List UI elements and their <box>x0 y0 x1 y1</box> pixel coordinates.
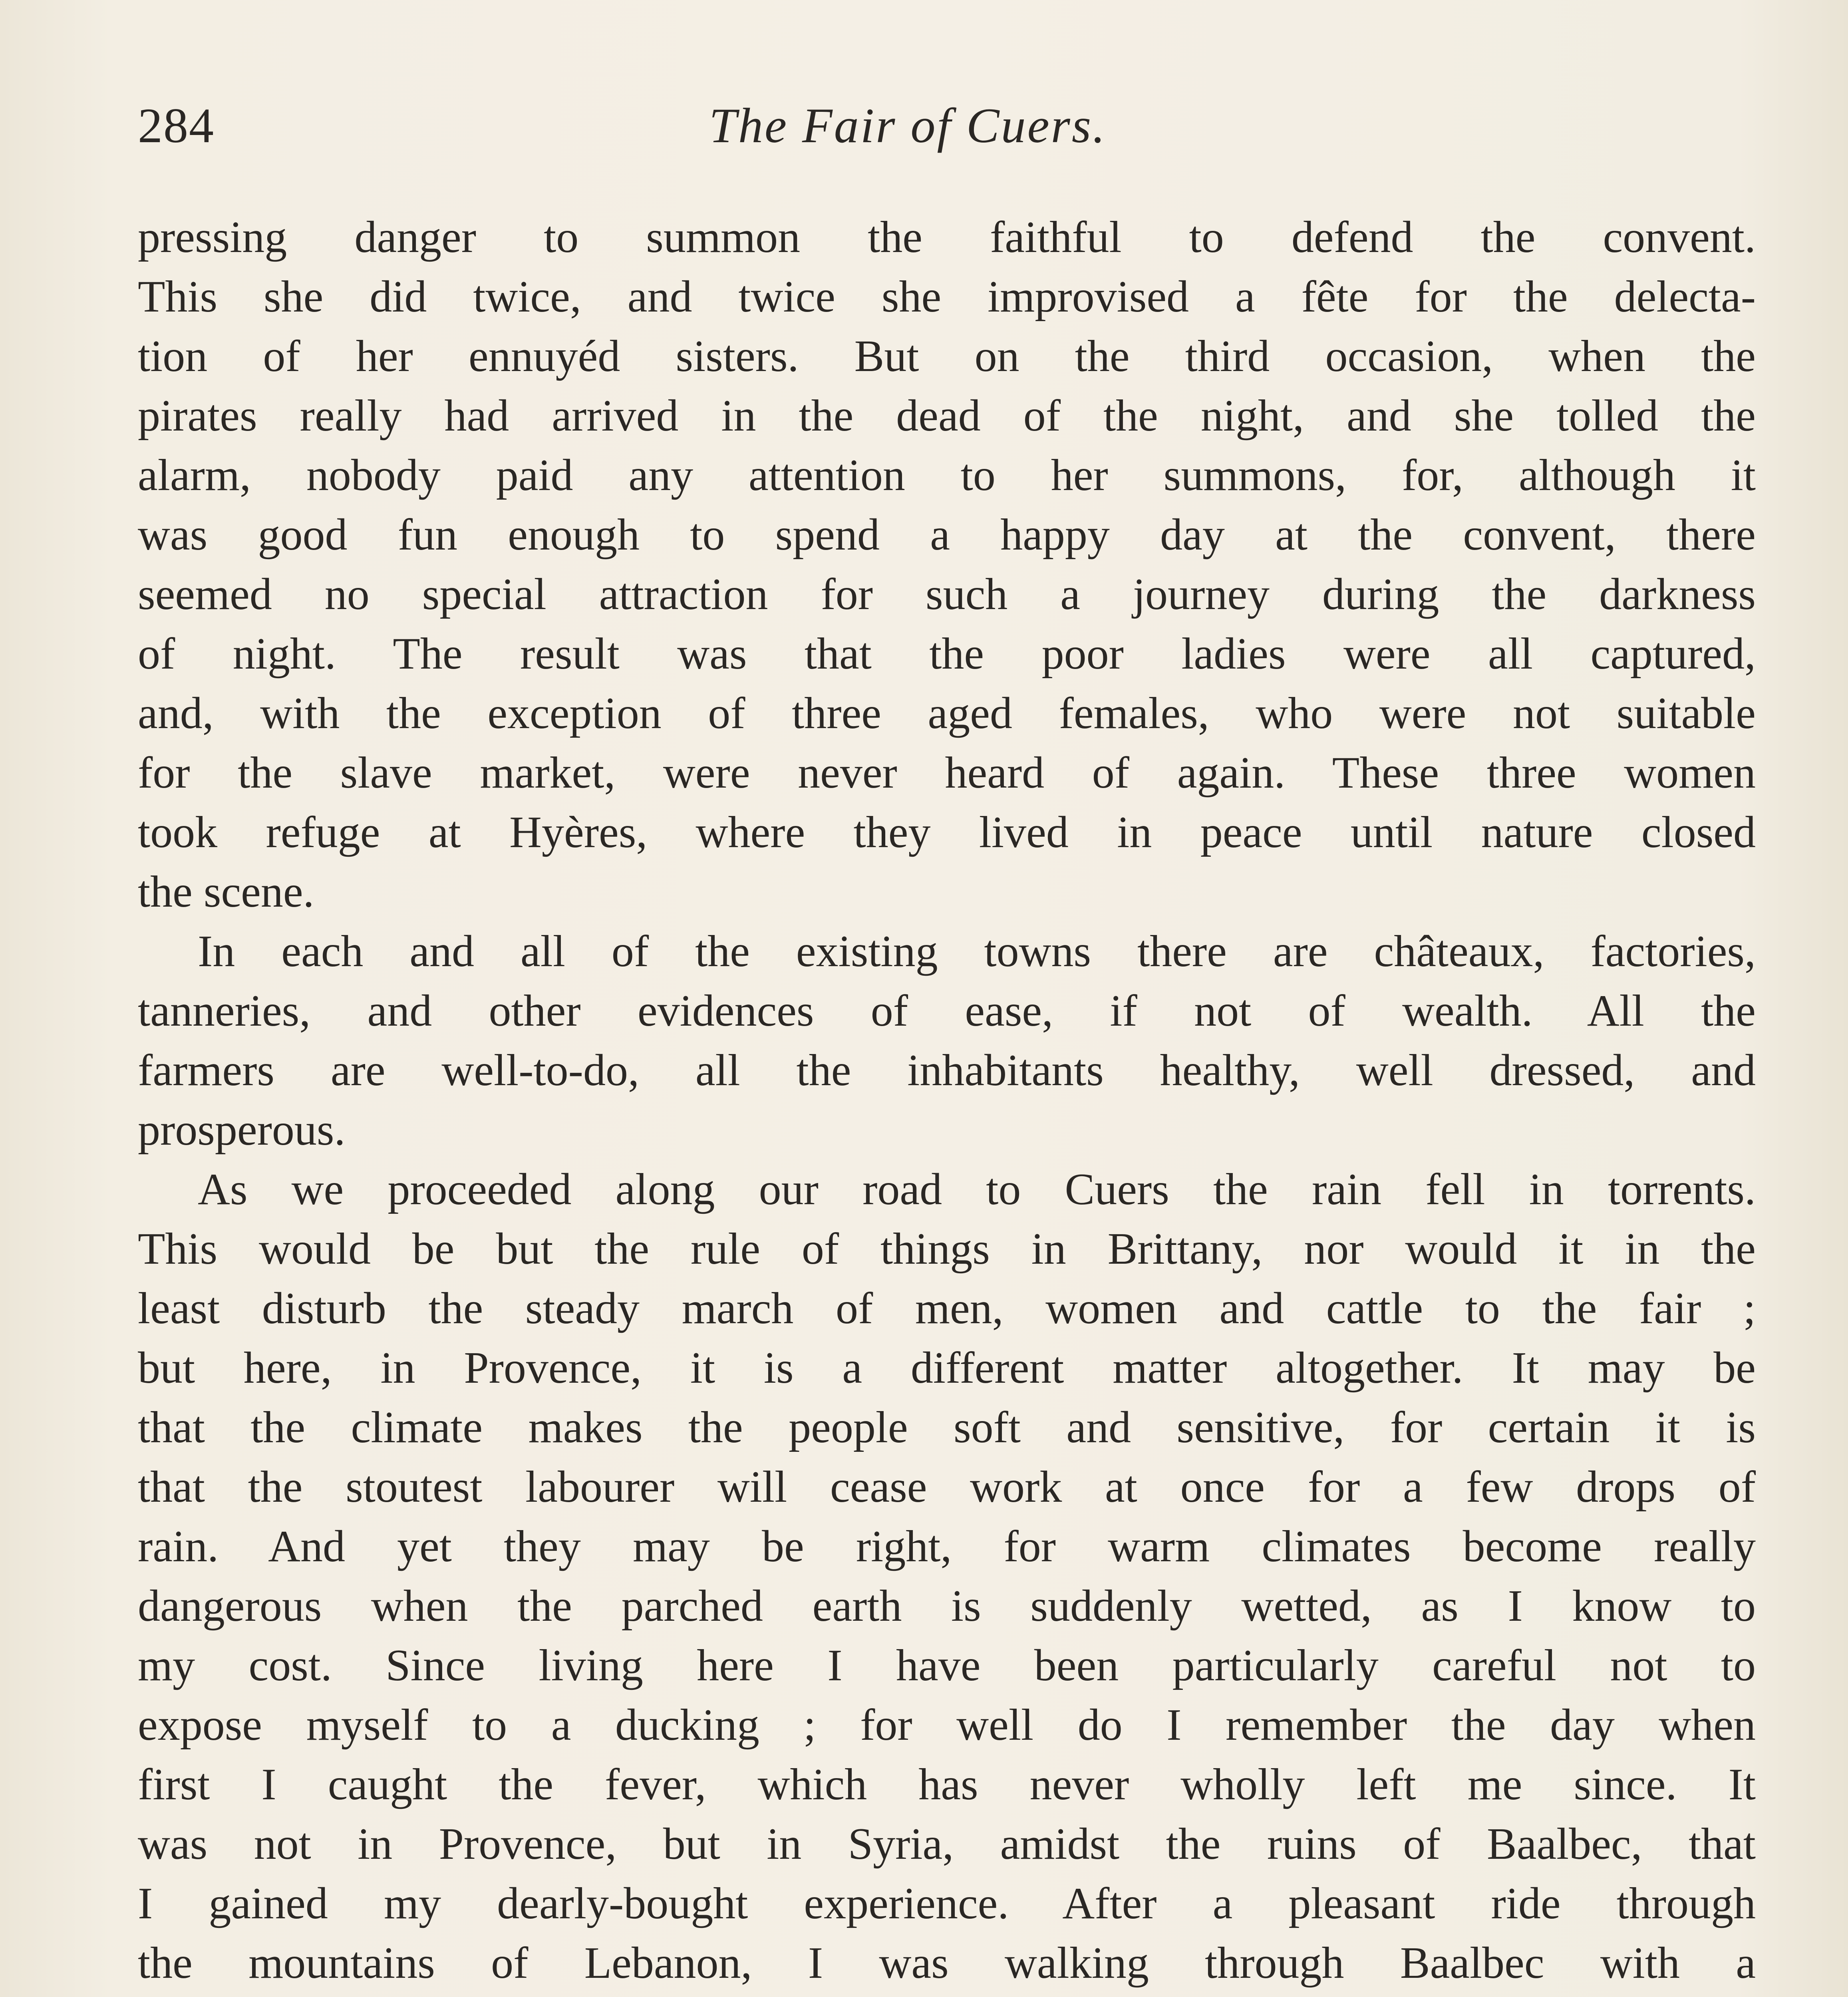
text-line: pressing danger to summon the faithful to defend the convent. <box>138 212 1756 262</box>
text-line: for the slave market, were never heard of again. These three women <box>138 748 1756 798</box>
text-line: tion of her ennuyéd sisters. But on the third occasion, when the <box>138 332 1756 381</box>
text-line: was not in Provence, but in Syria, amidst the ruins of Baalbec, that <box>138 1819 1756 1869</box>
text-line: but here, in Provence, it is a different matter altogether. It may be <box>138 1343 1756 1393</box>
text-line: my cost. Since living here I have been particularly careful not to <box>138 1641 1756 1690</box>
body-text <box>138 208 1756 1997</box>
text-line: dangerous when the parched earth is suddenly wetted, as I know to <box>138 1581 1756 1631</box>
text-line: rain. And yet they may be right, for warm climates become really <box>138 1522 1756 1571</box>
text-line: first I caught the fever, which has never wholly left me since. It <box>138 1760 1756 1809</box>
page-header <box>138 90 1184 174</box>
text-line: tanneries, and other evidences of ease, if not of wealth. All the <box>138 986 1756 1036</box>
text-line: that the stoutest labourer will cease work at once for a few drops of <box>138 1462 1756 1512</box>
text-line: least disturb the steady march of men, women and cattle to the fair ; <box>138 1284 1756 1333</box>
text-line: pirates really had arrived in the dead of the night, and she tolled the <box>138 391 1756 441</box>
running-title: The Fair of Cuers. <box>709 98 1107 153</box>
text-line: of night. The result was that the poor ladies were all captured, <box>138 629 1756 679</box>
text-line: This she did twice, and twice she improvised a fête for the delecta- <box>138 272 1756 322</box>
text-line: that the climate makes the people soft and sensitive, for certain it is <box>138 1403 1756 1452</box>
text-line: This would be but the rule of things in Brittany, nor would it in the <box>138 1224 1756 1274</box>
text-line: alarm, nobody paid any attention to her summons, for, although it <box>138 451 1756 500</box>
text-line: took refuge at Hyères, where they lived in peace until nature closed <box>138 808 1756 857</box>
text-line <box>138 1993 1756 1997</box>
page-number: 284 <box>138 98 215 153</box>
text-line: prosperous. <box>138 1105 346 1155</box>
text-line: farmers are well-to-do, all the inhabitants healthy, well dressed, and <box>138 1046 1756 1095</box>
text-line: I gained my dearly-bought experience. After a pleasant ride through <box>138 1879 1756 1928</box>
text-line: the scene. <box>138 867 314 917</box>
text-line: As we proceeded along our road to Cuers the rain fell in torrents. <box>198 1165 1756 1214</box>
text-line: expose myself to a ducking ; for well do I remember the day when <box>138 1700 1756 1750</box>
text-line: seemed no special attraction for such a journey during the darkness <box>138 570 1756 619</box>
text-line: was good fun enough to spend a happy day at the convent, there <box>138 510 1756 560</box>
text-line: In each and all of the existing towns there are châteaux, factories, <box>198 927 1756 976</box>
text-line: the mountains of Lebanon, I was walking through Baalbec with a <box>138 1938 1756 1988</box>
text-line: and, with the exception of three aged females, who were not suitable <box>138 689 1756 738</box>
